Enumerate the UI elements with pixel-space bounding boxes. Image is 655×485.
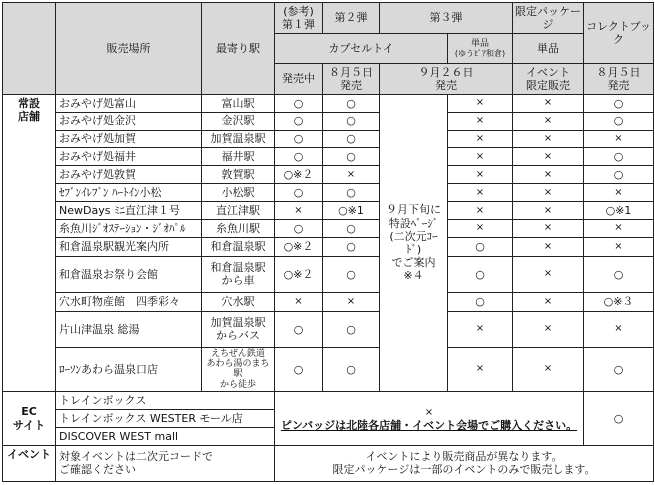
- merged-note-2: 特設ﾍﾟｰｼﾞ: [388, 216, 439, 230]
- cell-limited: ×: [513, 184, 584, 202]
- store-name: おみやげ処金沢: [56, 112, 202, 130]
- cell-limited: ×: [513, 112, 584, 130]
- header-aug5-release: 発売: [340, 78, 362, 92]
- section-regular: [3, 94, 56, 392]
- header-store: 販売場所: [56, 3, 202, 95]
- cell-second: ○: [323, 94, 380, 112]
- cell-second: ○: [323, 184, 380, 202]
- ec-line-1: トレインボックス: [56, 392, 275, 410]
- header-collect: コレクトブック: [584, 3, 654, 64]
- cell-limited: ×: [513, 202, 584, 220]
- cell-second: ○: [323, 148, 380, 166]
- station-line-c: から徒歩: [219, 379, 256, 390]
- cell-first: ○: [275, 184, 323, 202]
- cell-collect: ○: [584, 256, 654, 292]
- cell-single: ×: [448, 166, 513, 184]
- cell-second: ○: [323, 112, 380, 130]
- cell-collect: ○※３: [584, 292, 654, 311]
- cell-first: ○: [275, 347, 323, 392]
- header-limited: 限定パッケージ: [513, 3, 584, 34]
- cell-first: ×: [275, 202, 323, 220]
- cell-limited: ×: [513, 256, 584, 292]
- cell-second: ○: [323, 311, 380, 347]
- cell-first: ○: [275, 148, 323, 166]
- station-name: 穴水駅: [202, 292, 275, 311]
- header-single-note: (ゆうﾋﾟｱ和倉): [454, 48, 506, 58]
- station-name: 糸魚川駅: [202, 220, 275, 238]
- station-name: 小松駅: [202, 184, 275, 202]
- header-corner: [3, 3, 56, 95]
- cell-single: ×: [448, 311, 513, 347]
- cell-limited: ×: [513, 94, 584, 112]
- cell-second: ×: [323, 292, 380, 311]
- ec-line-2: トレインボックス WESTER モール店: [56, 410, 275, 428]
- header-aug5b-release: 発売: [607, 78, 630, 92]
- cell-collect: ○: [584, 112, 654, 130]
- cell-collect: ×: [584, 130, 654, 148]
- merged-note-1: ９月下旬に: [386, 203, 441, 217]
- station-name: 和倉温泉駅: [202, 237, 275, 256]
- merged-note-3: (二次元ｺｰﾄﾞ): [389, 229, 438, 256]
- station-line-a: 和倉温泉駅: [210, 261, 266, 275]
- section-regular-b: 店舗: [18, 109, 40, 123]
- event-right-2: 限定パッケージは一部のイベントのみで販売します。: [332, 463, 596, 477]
- store-name: おみやげ処福井: [56, 148, 202, 166]
- cell-first: ○※２: [275, 237, 323, 256]
- cell-single: ×: [448, 184, 513, 202]
- station-line-a: えちぜん鉄道: [211, 348, 265, 359]
- cell-first: ○: [275, 94, 323, 112]
- header-third: 第３弾: [380, 3, 513, 34]
- station-line-b: からバス: [216, 329, 260, 343]
- cell-first: ○: [275, 112, 323, 130]
- cell-first: ○※２: [275, 256, 323, 292]
- cell-collect: ○: [584, 148, 654, 166]
- event-right-1: イベントにより販売商品が異なります。: [365, 450, 563, 464]
- station-name: [202, 311, 275, 347]
- section-ec: [3, 392, 56, 446]
- cell-single: ×: [448, 220, 513, 238]
- section-ec-a: EC: [21, 405, 37, 419]
- header-on-sale: 発売中: [275, 64, 323, 95]
- cell-first: ○: [275, 220, 323, 238]
- event-left-1: 対象イベントは二次元コードで: [59, 450, 213, 464]
- cell-collect: ×: [584, 220, 654, 238]
- cell-collect: ×: [584, 237, 654, 256]
- cell-first: ○: [275, 311, 323, 347]
- sales-table: [2, 2, 654, 482]
- cell-limited: ×: [513, 347, 584, 392]
- store-name: NewDays ﾐﾆ直江津１号: [56, 202, 202, 220]
- section-event: イベント: [3, 445, 56, 481]
- station-name: 敦賀駅: [202, 166, 275, 184]
- cell-collect: ×: [584, 184, 654, 202]
- station-name: 直江津駅: [202, 202, 275, 220]
- event-left-2: ご確認ください: [59, 463, 136, 477]
- store-name: 和倉温泉お祭り会館: [56, 256, 202, 292]
- header-event-only-a: イベント: [526, 65, 570, 79]
- header-single-label: 単品: [470, 38, 489, 49]
- ec-collect: ○: [584, 392, 654, 446]
- header-aug5: [323, 64, 380, 95]
- header-sep26-date: ９月２６日: [418, 65, 474, 79]
- cell-second: ○: [323, 347, 380, 392]
- header-ref: (参考): [283, 4, 314, 18]
- header-sep26: [380, 64, 513, 95]
- cell-first: ○: [275, 130, 323, 148]
- header-aug5b: [584, 64, 654, 95]
- station-name: 金沢駅: [202, 112, 275, 130]
- cell-collect: ×: [584, 311, 654, 347]
- cell-second: ○: [323, 256, 380, 292]
- cell-limited: ×: [513, 237, 584, 256]
- header-sep26-release: 発売: [435, 78, 457, 92]
- cell-limited: ×: [513, 311, 584, 347]
- cell-single: ○: [448, 256, 513, 292]
- header-capsule: カプセルトイ: [275, 33, 448, 64]
- cell-second: ○: [323, 237, 380, 256]
- cell-collect: ○: [584, 166, 654, 184]
- station-name: 福井駅: [202, 148, 275, 166]
- cell-second: ○※1: [323, 202, 380, 220]
- cell-limited: ×: [513, 220, 584, 238]
- cell-single: ×: [448, 347, 513, 392]
- section-ec-b: サイト: [12, 418, 46, 432]
- cell-limited: ×: [513, 166, 584, 184]
- cell-second: ○: [323, 220, 380, 238]
- cell-collect: ○※1: [584, 202, 654, 220]
- store-name: おみやげ処敦賀: [56, 166, 202, 184]
- station-name: [202, 347, 275, 392]
- store-name: 和倉温泉駅観光案内所: [56, 237, 202, 256]
- merged-note: [380, 94, 448, 392]
- header-aug5-date: ８月５日: [329, 65, 373, 79]
- header-first-label: 第１弾: [282, 17, 315, 31]
- section-regular-a: 常設: [18, 96, 40, 110]
- header-single2: 単品: [513, 33, 584, 64]
- cell-single: ×: [448, 112, 513, 130]
- store-name: おみやげ処富山: [56, 94, 202, 112]
- header-second: 第２弾: [323, 3, 380, 34]
- event-left: [56, 445, 275, 481]
- station-name: [202, 256, 275, 292]
- store-name: 片山津温泉 総湯: [56, 311, 202, 347]
- cell-collect: ○: [584, 94, 654, 112]
- station-line-a: 加賀温泉駅: [210, 315, 266, 329]
- header-event-only-b: 限定販売: [526, 78, 570, 92]
- store-name: 穴水町物産館 四季彩々: [56, 292, 202, 311]
- store-name: ｾﾌﾞﾝｲﾚﾌﾞﾝ ﾊｰﾄｲﾝ小松: [56, 184, 202, 202]
- merged-note-5: ※４: [403, 269, 424, 283]
- ec-cross: ×: [424, 406, 434, 418]
- ec-line-3: DISCOVER WEST mall: [56, 428, 275, 446]
- cell-single: ○: [448, 292, 513, 311]
- store-name: おみやげ処加賀: [56, 130, 202, 148]
- cell-second: ○: [323, 130, 380, 148]
- header-first: [275, 3, 323, 34]
- cell-second: ×: [323, 166, 380, 184]
- ec-merged: [275, 392, 584, 446]
- merged-note-4: でご案内: [391, 256, 436, 270]
- station-name: 加賀温泉駅: [202, 130, 275, 148]
- cell-limited: ×: [513, 292, 584, 311]
- cell-single: ×: [448, 202, 513, 220]
- header-event-only: [513, 64, 584, 95]
- header-single: [448, 33, 513, 64]
- header-station: 最寄り駅: [202, 3, 275, 95]
- event-right: [275, 445, 654, 481]
- cell-single: ×: [448, 148, 513, 166]
- header-aug5b-date: ８月５日: [596, 65, 641, 79]
- store-name: ﾛｰｿﾝあわら温泉口店: [56, 347, 202, 392]
- ec-badge-note: ピンバッジは北陸各店舗・イベント会場でご購入ください。: [280, 418, 578, 432]
- cell-limited: ×: [513, 130, 584, 148]
- cell-single: ×: [448, 130, 513, 148]
- cell-limited: ×: [513, 148, 584, 166]
- station-line-b: から車: [221, 274, 255, 288]
- station-line-b: あわら湯のまち駅: [206, 359, 270, 380]
- cell-single: ×: [448, 94, 513, 112]
- cell-first: ○※２: [275, 166, 323, 184]
- station-name: 富山駅: [202, 94, 275, 112]
- cell-single: ○: [448, 237, 513, 256]
- cell-first: ×: [275, 292, 323, 311]
- store-name: 糸魚川ｼﾞｵｽﾃｰｼｮﾝ・ｼﾞｵﾊﾟﾙ: [56, 220, 202, 238]
- cell-collect: ○: [584, 347, 654, 392]
